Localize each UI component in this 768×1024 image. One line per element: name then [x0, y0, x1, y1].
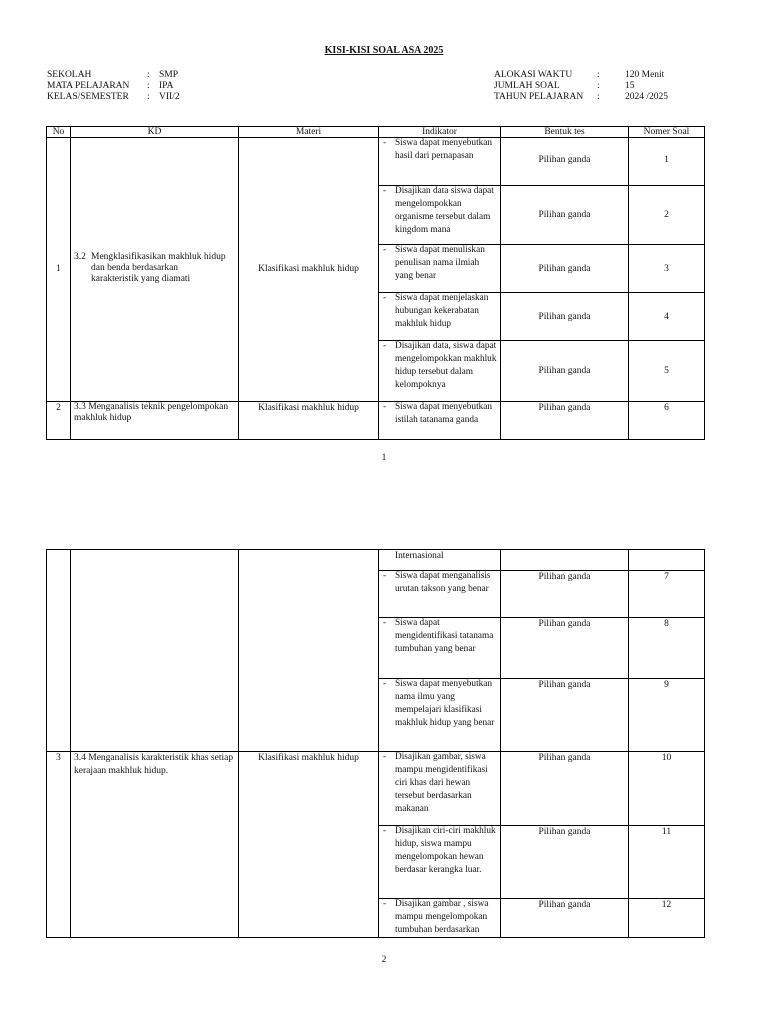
indikator-cell [378, 185, 500, 244]
bullet-dash: - [383, 752, 387, 762]
info-value: IPA [159, 81, 174, 91]
indikator-cell [378, 549, 500, 570]
info-right [494, 70, 668, 103]
materi: Klasifikasi makhluk hidup [258, 403, 359, 413]
kd-line: karakteristik yang diamati [91, 274, 191, 284]
header-indikator: Indikator [422, 127, 457, 137]
nomer-soal: 12 [661, 900, 672, 910]
indikator-text: Siswa dapat menyebutkan nama ilmu yang mempelajari klasifikasi makhluk hidup yang benar [395, 679, 495, 728]
bullet-dash: - [383, 186, 387, 196]
nomer-soal: 11 [661, 827, 672, 837]
indikator-text: Disajikan data, siswa dapat mengelompokkan makhluk hidup tersebut dalam kelompoknya [395, 341, 497, 390]
page-number: 2 [381, 955, 387, 965]
indikator-cell [378, 340, 500, 401]
indikator-cell [378, 825, 500, 898]
indikator-cell [378, 898, 500, 937]
bullet-dash: - [383, 571, 387, 581]
indikator-text: Disajikan gambar , siswa mampu mengelompokan tumbuhan berdasarkan [395, 899, 489, 935]
bentuk-tes: Pilihan ganda [538, 619, 591, 629]
info-colon: : [597, 92, 600, 102]
indikator-text: Disajikan ciri-ciri makhluk hidup, siswa mampu mengelompokan hewan berdasar kerangka luar. [395, 826, 496, 875]
bullet-dash: - [383, 245, 387, 255]
bentuk-tes: Pilihan ganda [538, 753, 591, 763]
bullet-dash: - [383, 618, 387, 628]
info-value: SMP [159, 70, 179, 80]
nomer-soal: 9 [664, 680, 669, 690]
bullet-dash: - [383, 826, 387, 836]
bullet-dash: - [383, 402, 387, 412]
nomer-soal: 1 [664, 155, 669, 165]
header-bentuk-tes: Bentuk tes [544, 127, 585, 137]
bullet-dash: - [383, 293, 387, 303]
info-label: SEKOLAH [47, 70, 92, 80]
indikator-cell [378, 617, 500, 678]
indikator-text: Disajikan gambar, siswa mampu mengidentifikasi ciri khas dari hewan tersebut berdasarkan makanan [395, 752, 488, 814]
indikator-text: Siswa dapat menganalisis urutan takson yang benar [395, 571, 491, 594]
indikator-cell [378, 751, 500, 825]
info-label: ALOKASI WAKTU [494, 70, 573, 80]
indikator-text: Siswa dapat menyebutkan hasil dari pernapasan [395, 138, 493, 161]
indikator-cell [378, 137, 500, 185]
info-value: 15 [625, 81, 635, 91]
nomer-soal: 10 [661, 753, 672, 763]
header-no: No [52, 127, 65, 137]
kd-text: 3.4 Menganalisis karakteristik khas setiap kerajaan makhluk hidup. [74, 753, 234, 776]
info-label: JUMLAH SOAL [494, 81, 560, 91]
info-colon: : [597, 70, 600, 80]
indikator-cell [378, 570, 500, 617]
info-colon: : [597, 81, 600, 91]
info-left [47, 70, 180, 103]
indikator-cell [378, 244, 500, 292]
kd-line: dan benda berdasarkan [91, 263, 179, 273]
bentuk-tes: Pilihan ganda [538, 680, 591, 690]
kd-text: 3.3 Menganalisis teknik pengelompokan makhluk hidup [74, 402, 229, 423]
nomer-soal: 2 [664, 210, 669, 220]
row-no: 1 [56, 264, 61, 274]
bentuk-tes: Pilihan ganda [538, 312, 591, 322]
kd-number: 3.2 [74, 252, 86, 262]
indikator-text: Disajikan data siswa dapat mengelompokkan organisme tersebut dalam kingdom mana [395, 186, 494, 235]
bullet-dash: - [383, 341, 387, 351]
indikator-cell [378, 401, 500, 439]
bentuk-tes: Pilihan ganda [538, 572, 591, 582]
nomer-soal: 5 [664, 366, 669, 376]
bentuk-tes: Pilihan ganda [538, 366, 591, 376]
info-label: KELAS/SEMESTER [47, 92, 129, 102]
info-colon: : [147, 81, 150, 91]
info-label: TAHUN PELAJARAN [494, 92, 584, 102]
header-nomer-soal: Nomer Soal [643, 127, 690, 137]
nomer-soal: 7 [664, 572, 669, 582]
indikator-cell [378, 292, 500, 340]
indikator-text: Siswa dapat menjelaskan hubungan kekerabatan makhluk hidup [395, 293, 489, 329]
kd-text [91, 252, 237, 285]
header-materi: Materi [295, 127, 322, 137]
bentuk-tes: Pilihan ganda [538, 210, 591, 220]
materi: Klasifikasi makhluk hidup [258, 264, 359, 274]
indikator-text: Siswa dapat menyebutkan istilah tatanama ganda [395, 402, 493, 425]
nomer-soal: 4 [664, 312, 669, 322]
bentuk-tes: Pilihan ganda [538, 900, 591, 910]
info-value: 120 Menit [625, 70, 665, 80]
indikator-cell [378, 678, 500, 751]
info-colon: : [147, 92, 150, 102]
bentuk-tes: Pilihan ganda [538, 264, 591, 274]
indikator-continuation: Internasional [395, 551, 444, 561]
document-title: KISI-KISI SOAL ASA 2025 [324, 45, 444, 56]
info-value: VII/2 [159, 92, 180, 102]
info-label: MATA PELAJARAN [47, 81, 130, 91]
header-kd: KD [147, 127, 162, 137]
bentuk-tes: Pilihan ganda [538, 403, 591, 413]
page-number: 1 [381, 453, 387, 463]
indikator-text: Siswa dapat mengidentifikasi tatanama tumbuhan yang benar [395, 618, 494, 654]
nomer-soal: 8 [664, 619, 669, 629]
bullet-dash: - [383, 679, 387, 689]
kd-line: Mengklasifikasikan makhluk hidup [91, 252, 226, 262]
info-value: 2024 /2025 [625, 92, 669, 102]
materi: Klasifikasi makhluk hidup [258, 753, 359, 763]
nomer-soal: 6 [664, 403, 669, 413]
row-no: 2 [56, 403, 61, 413]
bentuk-tes: Pilihan ganda [538, 155, 591, 165]
bullet-dash: - [383, 899, 387, 909]
indikator-text: Siswa dapat menuliskan penulisan nama ilmiah yang benar [395, 245, 485, 281]
nomer-soal: 3 [664, 264, 669, 274]
bullet-dash: - [383, 138, 387, 148]
row-no: 3 [56, 753, 61, 763]
info-colon: : [147, 70, 150, 80]
bentuk-tes: Pilihan ganda [538, 827, 591, 837]
